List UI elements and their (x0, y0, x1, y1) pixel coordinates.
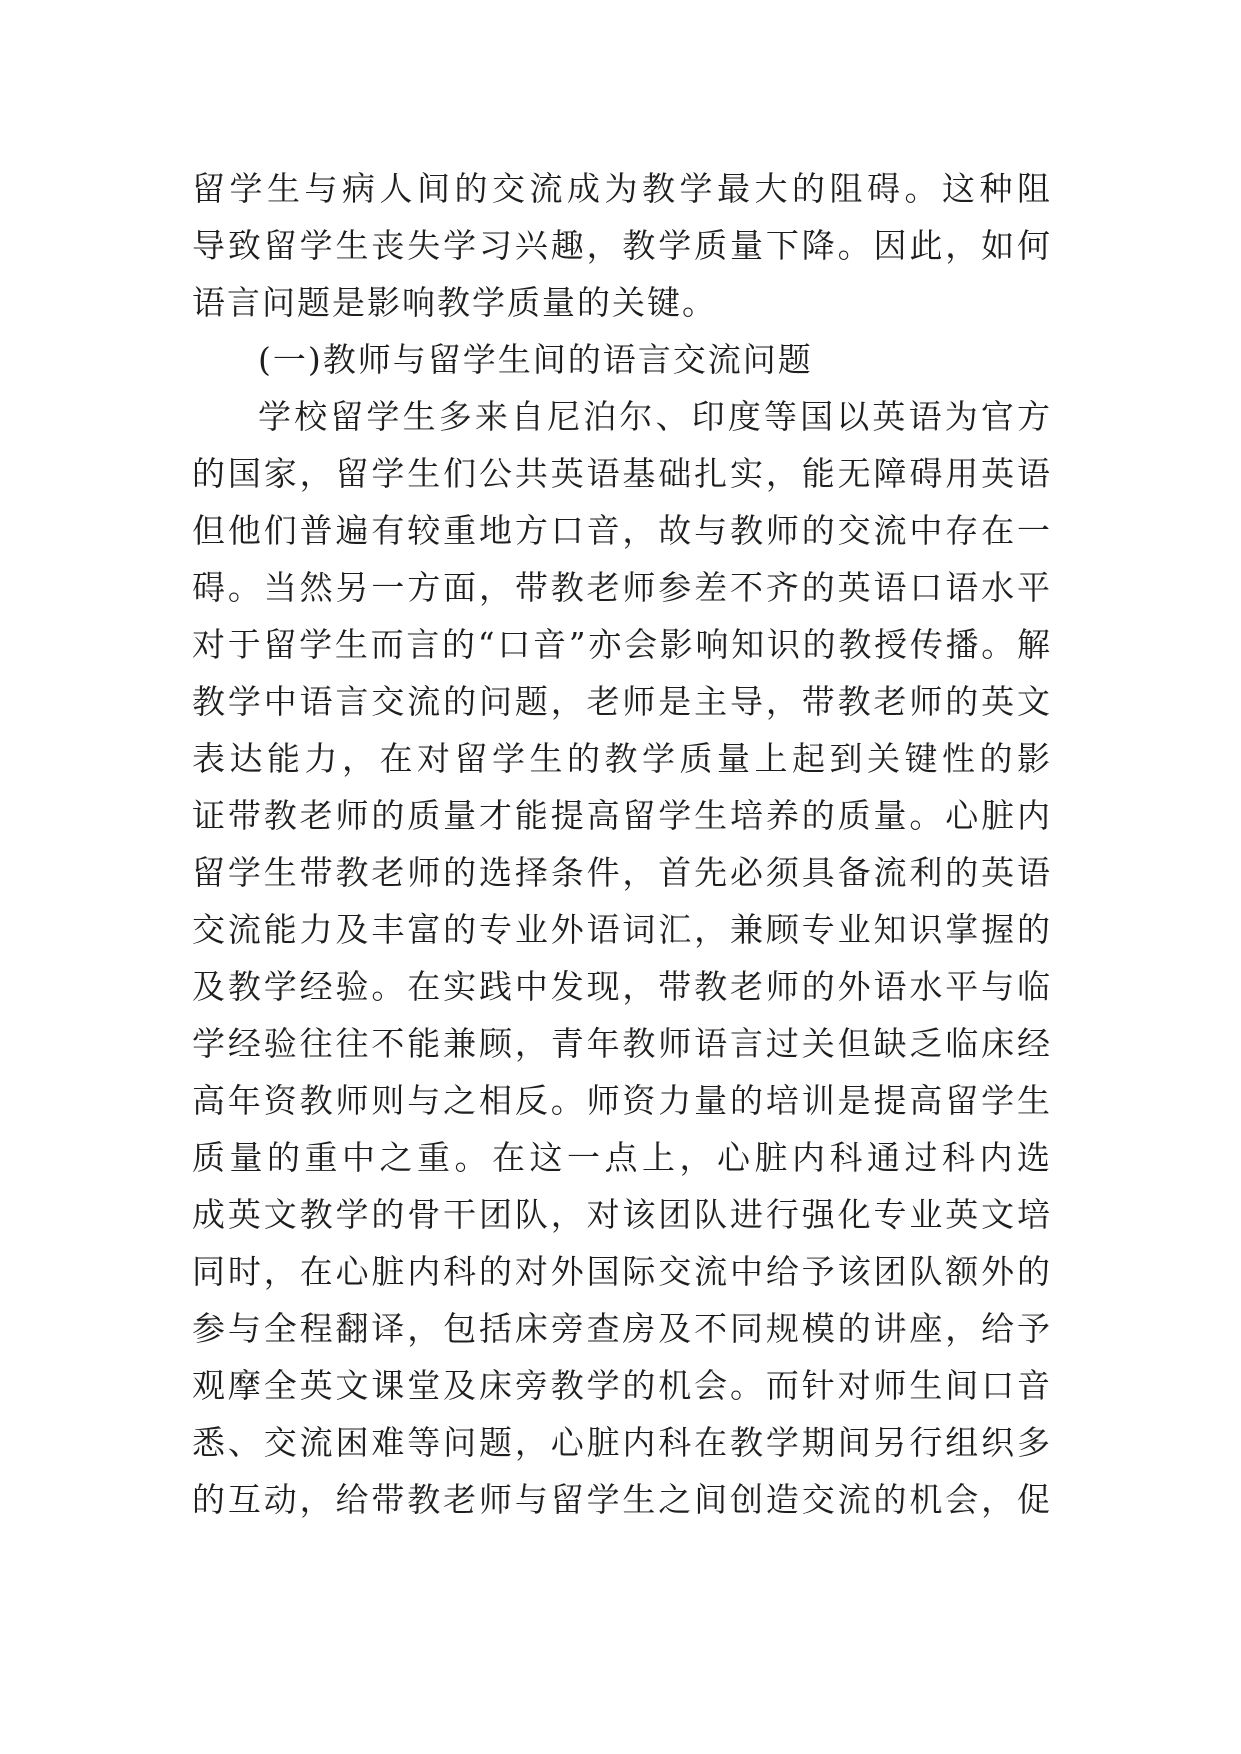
text-line: 的国家，留学生们公共英语基础扎实，能无障碍用英语 (192, 454, 1052, 493)
text-line: 质量的重中之重。在这一点上，心脏内科通过科内选 (192, 1138, 1052, 1177)
text-line: 成英文教学的骨干团队，对该团队进行强化专业英文培 (192, 1195, 1052, 1234)
body-text (192, 160, 1052, 1528)
text-line: 学校留学生多来自尼泊尔、印度等国以英语为官方 (258, 397, 1052, 436)
text-line: 语言问题是影响教学质量的关键。 (192, 283, 717, 322)
text-line: 表达能力，在对留学生的教学质量上起到关键性的影 (192, 739, 1052, 778)
text-line: 交流能力及丰富的专业外语词汇，兼顾专业知识掌握的 (192, 910, 1052, 949)
text-line: 导致留学生丧失学习兴趣，教学质量下降。因此，如何 (192, 226, 1052, 265)
text-line: 留学生与病人间的交流成为教学最大的阻碍。这种阻 (192, 169, 1052, 208)
text-line: 证带教老师的质量才能提高留学生培养的质量。心脏内 (192, 796, 1052, 835)
text-line: (一)教师与留学生间的语言交流问题 (258, 340, 813, 379)
text-line: 留学生带教老师的选择条件，首先必须具备流利的英语 (192, 853, 1052, 892)
text-line: 参与全程翻译，包括床旁查房及不同规模的讲座，给予 (192, 1309, 1052, 1348)
text-line: 对于留学生而言的“口音”亦会影响知识的教授传播。解 (192, 625, 1052, 664)
text-line: 高年资教师则与之相反。师资力量的培训是提高留学生 (192, 1081, 1052, 1120)
text-line: 观摩全英文课堂及床旁教学的机会。而针对师生间口音 (192, 1366, 1052, 1405)
text-line: 但他们普遍有较重地方口音，故与教师的交流中存在一 (192, 511, 1052, 550)
text-line: 及教学经验。在实践中发现，带教老师的外语水平与临 (192, 967, 1052, 1006)
text-line: 悉、交流困难等问题，心脏内科在教学期间另行组织多 (192, 1423, 1052, 1462)
text-line: 学经验往往不能兼顾，青年教师语言过关但缺乏临床经 (192, 1024, 1052, 1063)
text-line: 碍。当然另一方面，带教老师参差不齐的英语口语水平 (192, 568, 1052, 607)
text-line: 同时，在心脏内科的对外国际交流中给予该团队额外的 (192, 1252, 1052, 1291)
text-line: 教学中语言交流的问题，老师是主导，带教老师的英文 (192, 682, 1052, 721)
text-line: 的互动，给带教老师与留学生之间创造交流的机会，促 (192, 1480, 1052, 1519)
